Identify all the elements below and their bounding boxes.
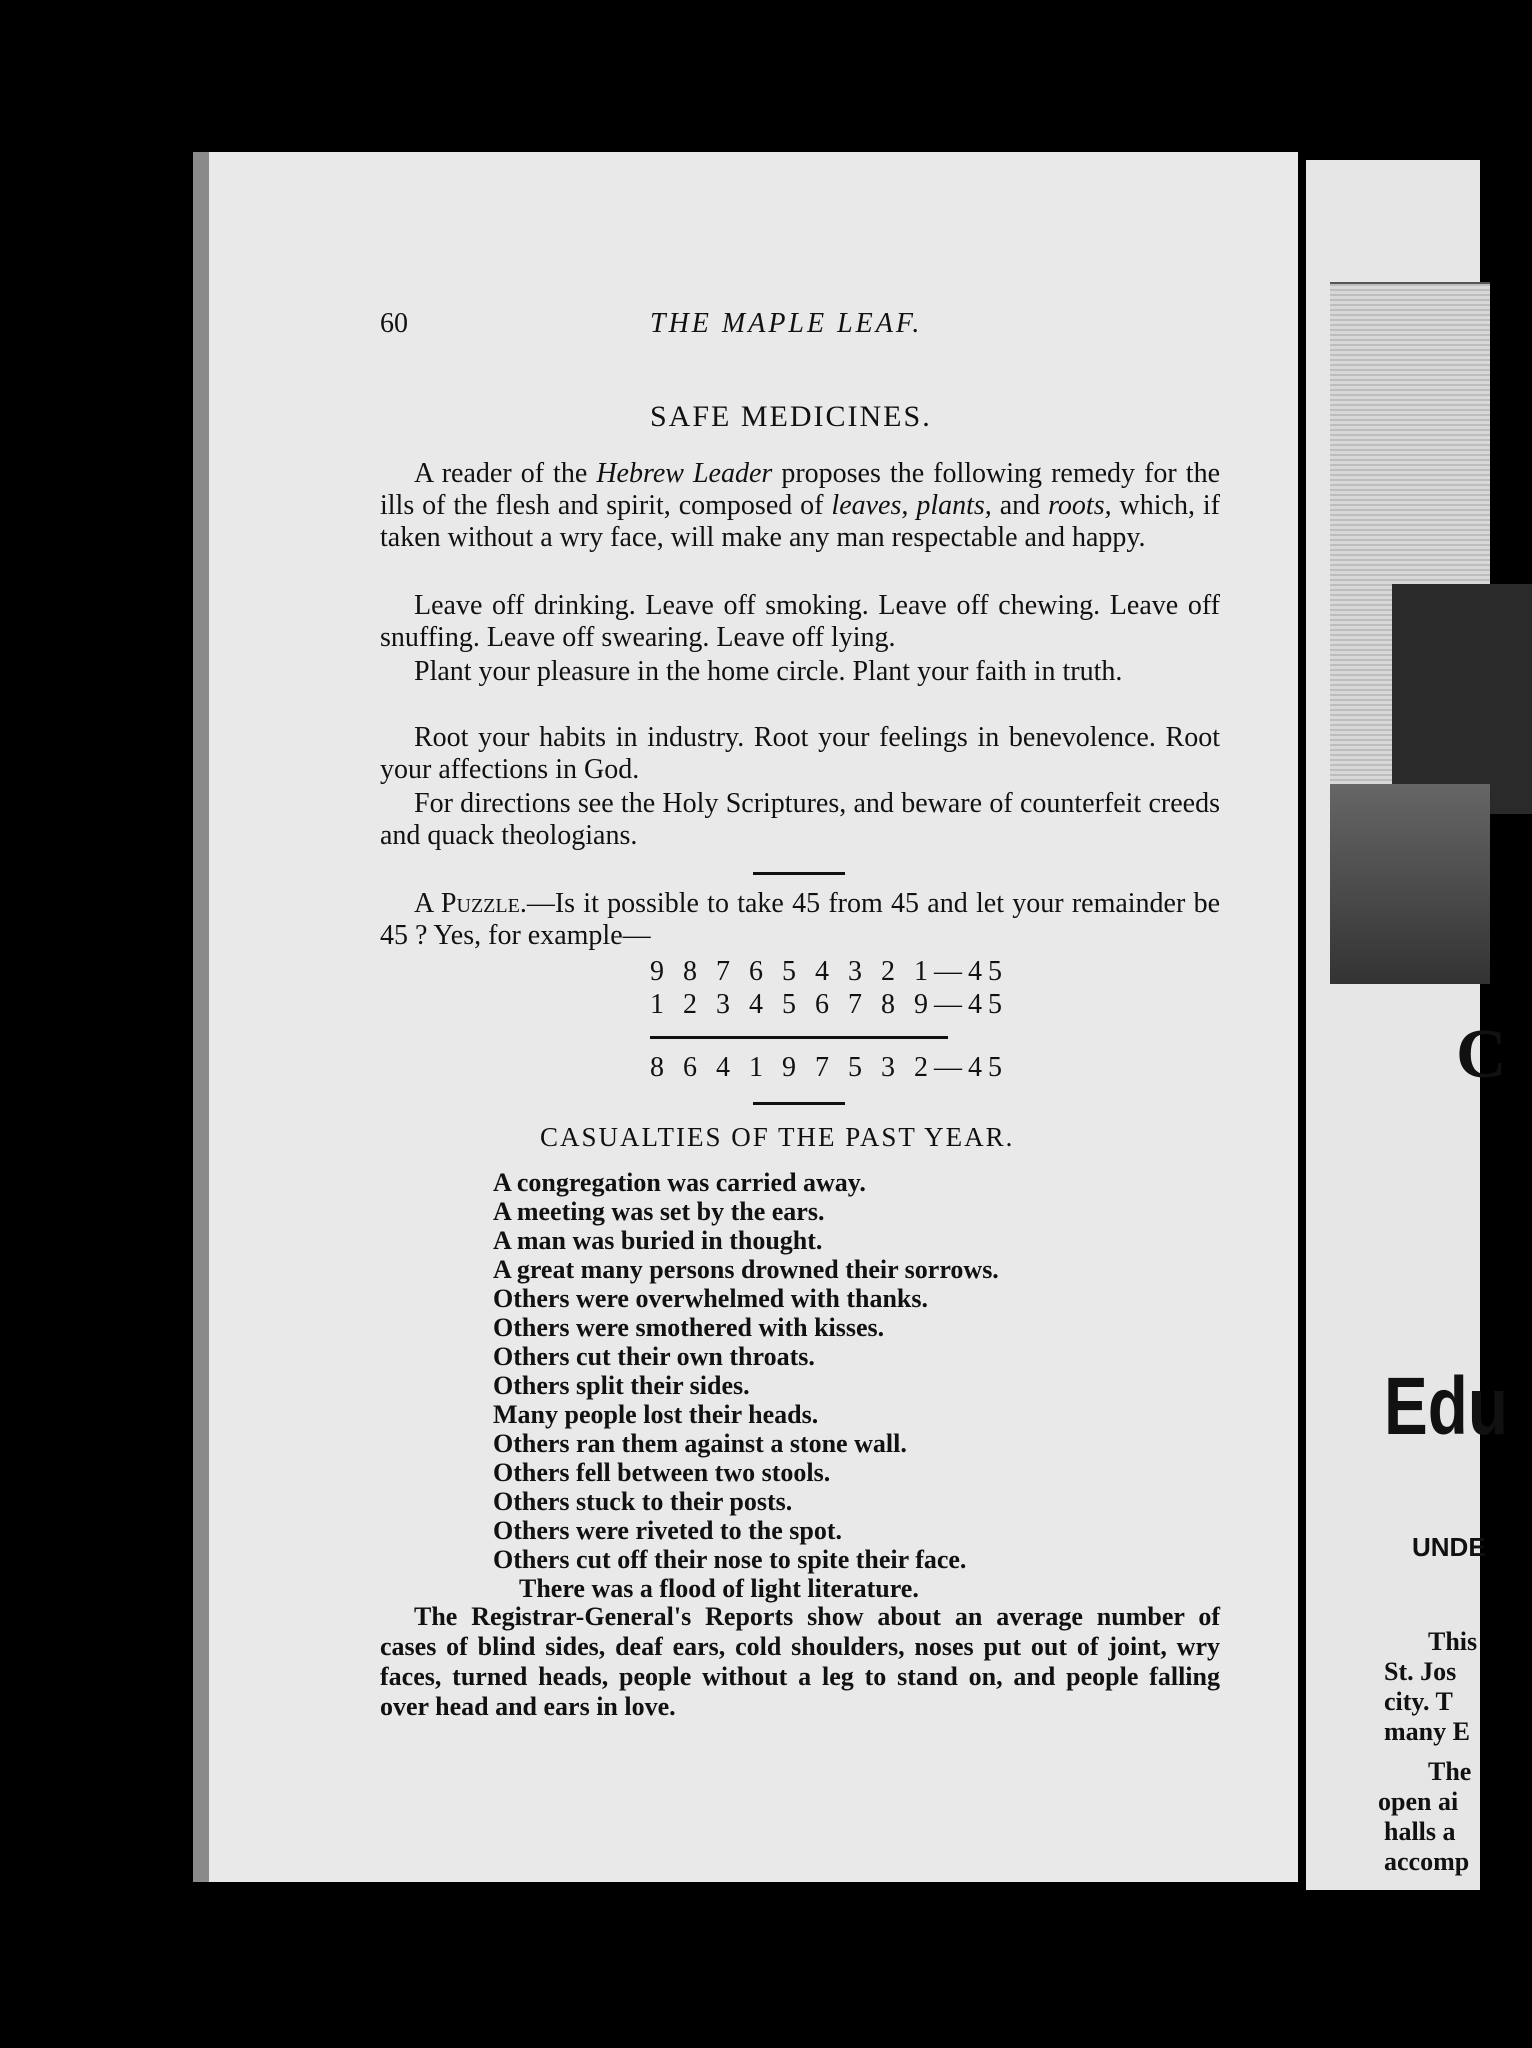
casualty-line: A meeting was set by the ears. (493, 1197, 825, 1226)
right-page-body-line: many E (1384, 1717, 1470, 1746)
casualty-line: Others fell between two stools. (493, 1458, 831, 1487)
leave-off-paragraph: Leave off drinking. Leave off smoking. Leave off chewing. Leave off snuffing. Leave off swearing. Leave off lying. (380, 590, 1220, 653)
casualty-line: A great many persons drowned their sorrows. (493, 1255, 999, 1284)
registrar-general-paragraph: The Registrar-General's Reports show about an average number of cases of blind sides, deaf ears, cold shoulders, noses put out of joint, wry faces, turned heads, people without a leg to stand on, and people falling over head and ears in love. (380, 1602, 1220, 1721)
right-page (1306, 160, 1508, 1890)
right-page-body-line: open ai (1378, 1787, 1459, 1816)
page-number: 60 (380, 308, 408, 339)
casualties-list (493, 1168, 1193, 1603)
casualty-line: A man was buried in thought. (493, 1226, 823, 1255)
safe-medicines-intro: A reader of the Hebrew Leader proposes the following remedy for the ills of the flesh and spirit, composed of leaves, plants, and roots, which, if taken without a wry face, will make any man respectable and happy. (380, 458, 1221, 553)
section-divider (753, 872, 845, 875)
right-page-big-letter: C (1456, 1016, 1507, 1093)
running-head: THE MAPLE LEAF. (650, 308, 923, 339)
section-divider (753, 1102, 845, 1105)
casualty-line: Others were overwhelmed with thanks. (493, 1284, 928, 1313)
casualty-line: Others were riveted to the spot. (493, 1516, 842, 1545)
right-page-title-fragment: Edu (1384, 1361, 1508, 1452)
right-page-subtitle-fragment: UNDE (1412, 1532, 1486, 1562)
casualty-line: There was a flood of light literature. (519, 1574, 919, 1603)
trees-engraving (1330, 784, 1490, 984)
right-page-body-line: city. T (1384, 1687, 1453, 1716)
root-paragraph: Root your habits in industry. Root your feelings in benevolence. Root your affections in God. (380, 722, 1220, 785)
right-page-body-line: accomp (1384, 1847, 1470, 1876)
casualty-line: Others cut off their nose to spite their face. (493, 1545, 967, 1574)
right-page-body-line: This (1428, 1627, 1478, 1656)
casualty-line: Others cut their own throats. (493, 1342, 815, 1371)
engraving-illustration (1330, 282, 1490, 984)
casualty-line: Others were smothered with kisses. (493, 1313, 885, 1342)
puzzle-row-1: 9 8 7 6 5 4 3 2 1—45 (650, 956, 1008, 987)
casualty-line: Many people lost their heads. (493, 1400, 819, 1429)
building-engraving (1392, 584, 1532, 814)
casualties-heading: CASUALTIES OF THE PAST YEAR. (540, 1122, 1015, 1152)
casualty-line: Others ran them against a stone wall. (493, 1429, 907, 1458)
right-page-body-line: halls a (1384, 1817, 1456, 1846)
puzzle-row-2: 1 2 3 4 5 6 7 8 9—45 (650, 989, 1008, 1020)
safe-medicines-heading: SAFE MEDICINES. (650, 400, 932, 433)
plant-paragraph: Plant your pleasure in the home circle. Plant your faith in truth. (414, 656, 1123, 687)
right-page-body-line: The (1428, 1757, 1472, 1786)
casualty-line: Others stuck to their posts. (493, 1487, 793, 1516)
casualty-line: Others split their sides. (493, 1371, 750, 1400)
directions-paragraph: For directions see the Holy Scriptures, and beware of counterfeit creeds and quack theologians. (380, 788, 1220, 851)
puzzle-result: 8 6 4 1 9 7 5 3 2—45 (650, 1052, 1008, 1083)
right-page-body-line: St. Jos (1384, 1657, 1457, 1686)
puzzle-sum-rule (650, 1036, 948, 1039)
hebrew-leader-title: Hebrew Leader (596, 458, 773, 489)
puzzle-label: A Puzzle. (414, 888, 527, 919)
book-gutter (1298, 150, 1306, 1890)
casualty-line: A congregation was carried away. (493, 1168, 866, 1197)
puzzle-paragraph: A Puzzle.—Is it possible to take 45 from 45 and let your remainder be 45 ? Yes, for example— (380, 888, 1221, 951)
